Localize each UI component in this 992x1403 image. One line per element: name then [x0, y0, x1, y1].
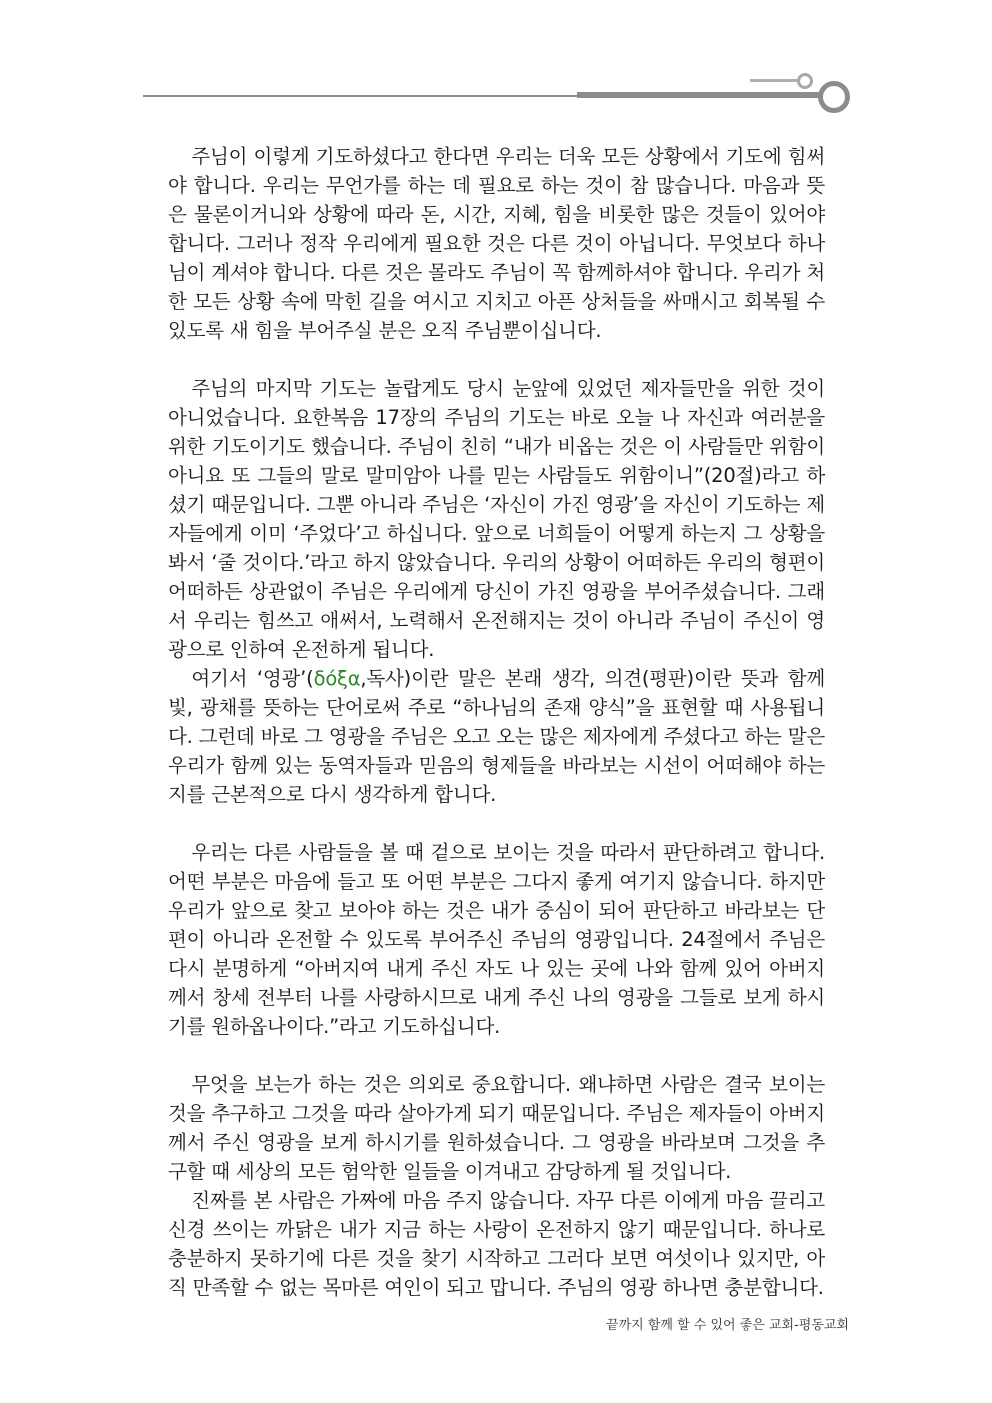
paragraph-gap — [168, 809, 825, 838]
page-body — [168, 142, 825, 1302]
paragraph-2: 주님의 마지막 기도는 놀랍게도 당시 눈앞에 있었던 제자들만을 위한 것이 아니었습니다. 요한복음 17장의 주님의 기도는 바로 오늘 나 자신과 여러분을 위한 기도이기도 했습니다. 주님이 친히 “내가 비옵는 것은 이 사람들만 위함이 아니요 또 그들의 말로 말미암아 나를 믿는 사람들도 위함이니”(20절)라고 하셨기 때문입니다. 그뿐 아니라 주님은 ‘자신이 가진 영광’을 자신이 기도하는 제자들에게 이미 ‘주었다’고 하십니다. 앞으로 너희들이 어떻게 하는지 그 상황을 봐서 ‘줄 것이다.’라고 하지 않았습니다. 우리의 상황이 어떠하든 우리의 형편이 어떠하든 상관없이 주님은 우리에게 당신이 가진 영광을 부어주셨습니다. 그래서 우리는 힘쓰고 애써서, 노력해서 온전해지는 것이 아니라 주님이 주신이 영광으로 인하여 온전하게 됩니다. — [168, 377, 825, 661]
paragraph-gap — [168, 1041, 825, 1070]
header-ring-ornament — [818, 81, 850, 113]
header-small-ring-ornament — [797, 73, 813, 89]
header-rule-accent — [577, 92, 822, 98]
paragraph-3-rest: ,독사)이란 말은 본래 생각, 의견(평판)이란 뜻과 함께 빛, 광채를 뜻하는 단어로써 주로 “하나님의 존재 양식”을 표현할 때 사용됩니다. 그런데 바로 그 영광을 주님은 오고 오는 많은 제자에게 주셨다고 하는 말은 우리가 함께 있는 동역자들과 믿음의 형제들을 바라보는 시선이 어떠해야 하는지를 근본적으로 다시 생각하게 합니다. — [168, 667, 825, 806]
paragraph-6: 진짜를 본 사람은 가짜에 마음 주지 않습니다. 자꾸 다른 이에게 마음 끌리고 신경 쓰이는 까닭은 내가 지금 하는 사랑이 온전하지 않기 때문입니다. 하나로 충분하지 못하기에 다른 것을 찾기 시작하고 그러다 보면 여섯이나 있지만, 아직 만족할 수 없는 목마른 여인이 되고 맙니다. 주님의 영광 하나면 충분합니다. — [168, 1189, 825, 1299]
paragraph-5: 무엇을 보는가 하는 것은 의외로 중요합니다. 왜냐하면 사람은 결국 보이는 것을 추구하고 그것을 따라 살아가게 되기 때문입니다. 주님은 제자들이 아버지께서 주신 영광을 보게 하시기를 원하셨습니다. 그 영광을 바라보며 그것을 추구할 때 세상의 모든 험악한 일들을 이겨내고 감당하게 될 것입니다. — [168, 1073, 825, 1183]
paragraph-1: 주님이 이렇게 기도하셨다고 한다면 우리는 더욱 모든 상황에서 기도에 힘써야 합니다. 우리는 무언가를 하는 데 필요로 하는 것이 참 많습니다. 마음과 뜻은 물론이거니와 상황에 따라 돈, 시간, 지혜, 힘을 비롯한 많은 것들이 있어야 합니다. 그러나 정작 우리에게 필요한 것은 다른 것이 아닙니다. 무엇보다 하나님이 계셔야 합니다. 다른 것은 몰라도 주님이 꼭 함께하셔야 합니다. 우리가 처한 모든 상황 속에 막힌 길을 여시고 지치고 아픈 상처들을 싸매시고 회복될 수 있도록 새 힘을 부어주실 분은 오직 주님뿐이십니다. — [168, 145, 825, 342]
greek-word: δόξα — [313, 667, 361, 690]
paragraph-3-start: 여기서 ‘영광’( — [191, 667, 314, 690]
paragraph-4: 우리는 다른 사람들을 볼 때 겉으로 보이는 것을 따라서 판단하려고 합니다. 어떤 부분은 마음에 들고 또 어떤 부분은 그다지 좋게 여기지 않습니다. 하지만 우리가 앞으로 찾고 보아야 하는 것은 내가 중심이 되어 판단하고 바라보는 단편이 아니라 온전할 수 있도록 부어주신 주님의 영광입니다. 24절에서 주님은 다시 분명하게 “아버지여 내게 주신 자도 나 있는 곳에 나와 함께 있어 아버지께서 창세 전부터 나를 사랑하시므로 내게 주신 나의 영광을 그들로 보게 하시기를 원하옵나이다.”라고 기도하십니다. — [168, 841, 825, 1038]
page-footer: 끝까지 함께 할 수 있어 좋은 교회-평동교회 — [606, 1318, 849, 1333]
paragraph-gap — [168, 345, 825, 374]
paragraph-3 — [168, 664, 825, 809]
